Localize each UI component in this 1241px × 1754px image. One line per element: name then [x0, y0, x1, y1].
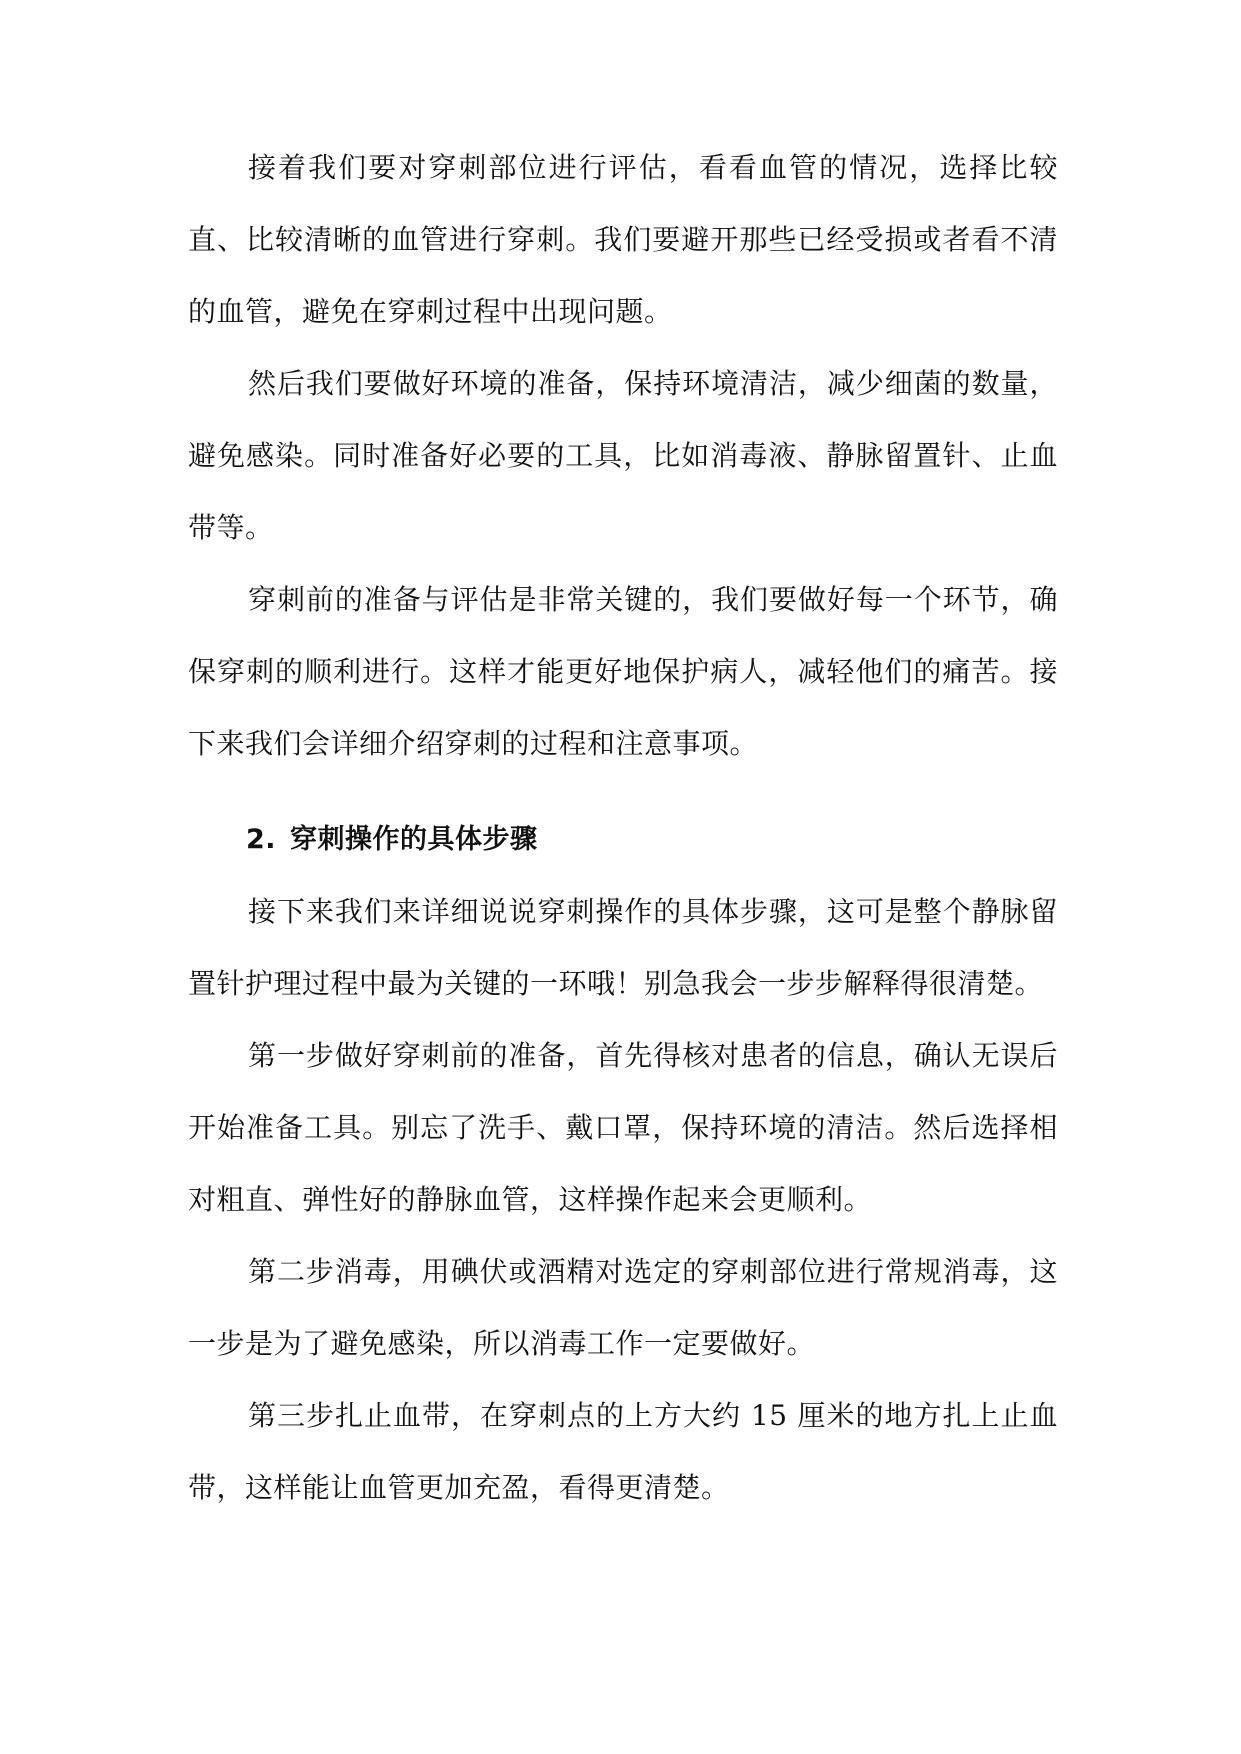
document-body: [188, 132, 1058, 1524]
paragraph-environment-preparation: 然后我们要做好环境的准备，保持环境清洁，减少细菌的数量，避免感染。同时准备好必要的工具，比如消毒液、静脉留置针、止血带等。: [188, 367, 1058, 544]
paragraph-step-two: 第二步消毒，用碘伏或酒精对选定的穿刺部位进行常规消毒，这一步是为了避免感染，所以消毒工作一定要做好。: [188, 1255, 1058, 1360]
paragraph-steps-intro: 接下来我们来详细说说穿刺操作的具体步骤，这可是整个静脉留置针护理过程中最为关键的一环哦！别急我会一步步解释得很清楚。: [188, 895, 1058, 1000]
paragraph-preparation-importance: 穿刺前的准备与评估是非常关键的，我们要做好每一个环节，确保穿刺的顺利进行。这样才能更好地保护病人，减轻他们的痛苦。接下来我们会详细介绍穿刺的过程和注意事项。: [188, 583, 1058, 760]
section-number: 2.: [246, 824, 277, 855]
section-heading: [188, 804, 1058, 876]
paragraph-step-one: 第一步做好穿刺前的准备，首先得核对患者的信息，确认无误后开始准备工具。别忘了洗手、戴口罩，保持环境的清洁。然后选择相对粗直、弹性好的静脉血管，这样操作起来会更顺利。: [188, 1039, 1058, 1216]
section-title: 穿刺操作的具体步骤: [290, 824, 538, 855]
paragraph-step-three: 第三步扎止血带，在穿刺点的上方大约 15 厘米的地方扎上止血带，这样能让血管更加充盈，看得更清楚。: [188, 1399, 1058, 1504]
paragraph-site-assessment: 接着我们要对穿刺部位进行评估，看看血管的情况，选择比较直、比较清晰的血管进行穿刺。我们要避开那些已经受损或者看不清的血管，避免在穿刺过程中出现问题。: [188, 151, 1058, 328]
